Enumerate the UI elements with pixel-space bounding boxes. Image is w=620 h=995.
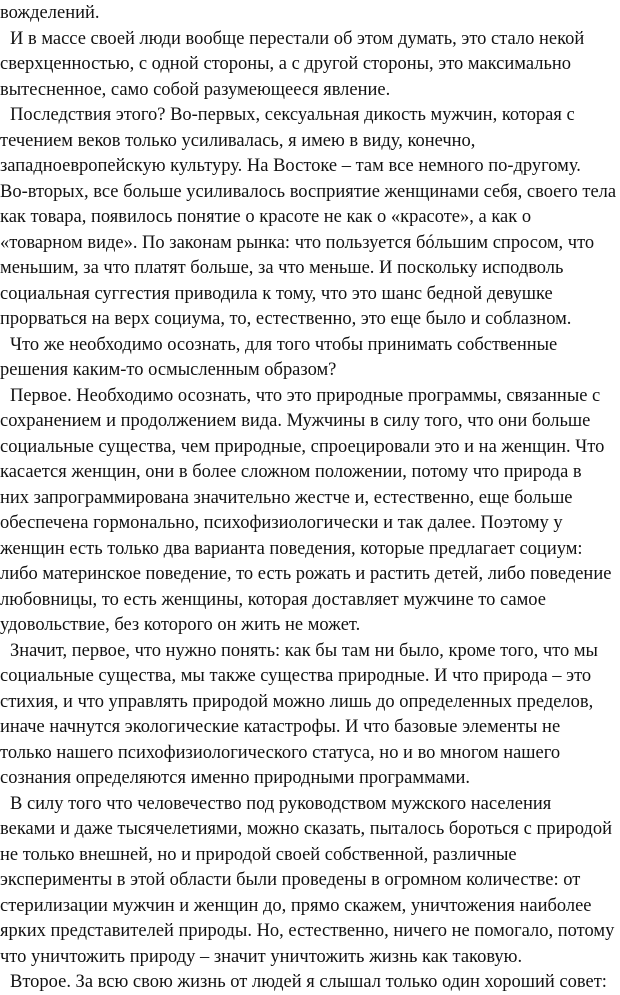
text-line: эксперименты в этой области были проведены в огромном количестве: от [0, 869, 581, 889]
text-line: женщин есть только два варианта поведения, которые предлагает социум: [0, 537, 583, 558]
text-line: них запрограммирована значительно жестче и, естественно, еще больше [0, 486, 573, 507]
text-line: социальные существа, чем природные, спроецировали это и на женщин. Что [0, 435, 605, 456]
text-line: социальные существа, мы также существа природные. И что природа – это [0, 665, 592, 685]
text-line: Первое. Необходимо осознать, что это природные программы, связанные с [10, 384, 601, 405]
text-line: ярких представителей природы. Но, естественно, ничего не помогало, потому [0, 920, 615, 940]
text-line: И в массе своей люди вообще перестали об этом думать, это стало некой [10, 27, 585, 48]
text-line: социальная суггестия приводила к тому, что это шанс бедной девушке [0, 282, 553, 303]
text-line: Второе. За всю свою жизнь от людей я слышал только один хороший совет: [10, 971, 607, 991]
text-line: сохранением и продолжением вида. Мужчины в силу того, что они больше [0, 410, 591, 430]
text-line: не только внешней, но и природой своей собственной, различные [0, 843, 517, 864]
text-line: «товарном виде». По законам рынка: что пользуется бóльшим спросом, что [0, 231, 595, 252]
text-line: касается женщин, они в более сложном положении, потому что природа в [0, 461, 582, 481]
text-line: меньшим, за что платят больше, за что меньше. И поскольку исподволь [0, 257, 564, 277]
text-line: веками и даже тысячелетиями, можно сказать, пыталось бороться с природой [0, 818, 612, 838]
text-line: прорваться на верх социума, то, естественно, это еще было и соблазном. [0, 308, 572, 328]
text-line: сверхценностью, с одной стороны, а с другой стороны, это максимально [0, 53, 572, 73]
text-line: Во-вторых, все больше усиливалось восприятие женщинами себя, своего тела [0, 180, 617, 201]
text-line: западноевропейскую культуру. На Востоке – там все немного по-другому. [0, 155, 581, 175]
text-line: стихия, и что управлять природой можно лишь до определенных пределов, [0, 690, 594, 711]
text-line: стерилизации мужчин и женщин до, прямо скажем, уничтожения наиболее [0, 894, 592, 915]
text-line: Что же необходимо осознать, для того чтобы принимать собственные [10, 333, 558, 354]
text-line: любовницы, то есть женщины, которая доставляет мужчине то самое [0, 588, 546, 609]
text-line: что уничтожить природу – значит уничтожить жизнь как таковую. [0, 945, 523, 966]
text-line: течением веков только усиливалась, я имею в виду, конечно, [0, 129, 476, 150]
text-line: Последствия этого? Во-первых, сексуальная дикость мужчин, которая с [10, 104, 575, 124]
text-line: только нашего психофизиологического статуса, но и во многом нашего [0, 741, 561, 762]
text-line: вытесненное, само собой разумеющееся явление. [0, 78, 391, 99]
text-line: удовольствие, без которого он жить не может. [0, 614, 361, 634]
text-line: сознания определяются именно природными программами. [0, 767, 471, 787]
text-line: иначе начнутся экологические катастрофы. И что базовые элементы не [0, 716, 561, 736]
text-line: решения каким-то осмысленным образом? [0, 359, 337, 379]
text-line: Значит, первое, что нужно понять: как бы там ни было, кроме того, что мы [10, 639, 598, 660]
text-line: вожделений. [0, 2, 100, 22]
text-line: либо материнское поведение, то есть рожать и растить детей, либо поведение [0, 563, 612, 583]
text-line: В силу того что человечество под руководством мужского населения [10, 792, 552, 813]
text-line: как товара, появилось понятие о красоте не как о «красоте», а как о [0, 206, 532, 226]
text-line: обеспечена гормонально, психофизиологически и так далее. Поэтому у [0, 512, 563, 532]
